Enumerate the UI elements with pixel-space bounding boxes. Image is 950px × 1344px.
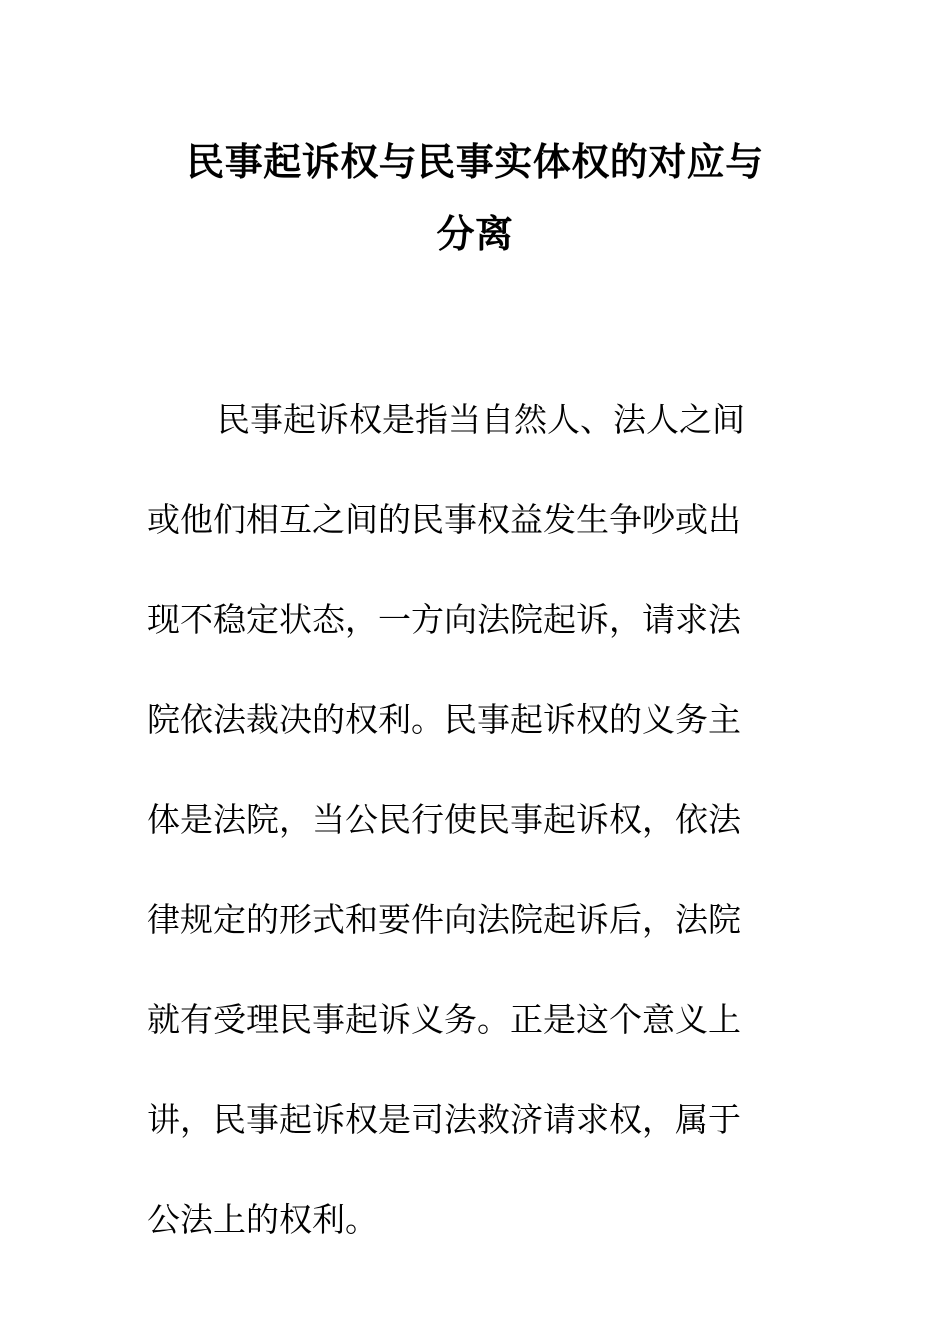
paragraph-line-8: 讲，民事起诉权是司法救济请求权，属于	[147, 1100, 741, 1139]
title-line-1: 民事起诉权与民事实体权的对应与	[186, 139, 764, 184]
document-paragraph	[147, 370, 787, 1270]
paragraph-line-2: 或他们相互之间的民事权益发生争吵或出	[147, 500, 741, 539]
paragraph-line-6: 律规定的形式和要件向法院起诉后，法院	[147, 900, 741, 939]
paragraph-line-1: 民事起诉权是指当自然人、法人之间	[217, 400, 745, 439]
paragraph-line-7: 就有受理民事起诉义务。正是这个意义上	[147, 1000, 741, 1039]
document-title	[145, 126, 805, 270]
paragraph-line-5: 体是法院，当公民行使民事起诉权，依法	[147, 800, 741, 839]
title-line-2: 分离	[436, 211, 514, 256]
paragraph-line-9: 公法上的权利。	[147, 1200, 378, 1239]
paragraph-line-4: 院依法裁决的权利。民事起诉权的义务主	[147, 700, 741, 739]
paragraph-line-3: 现不稳定状态，一方向法院起诉，请求法	[147, 600, 741, 639]
